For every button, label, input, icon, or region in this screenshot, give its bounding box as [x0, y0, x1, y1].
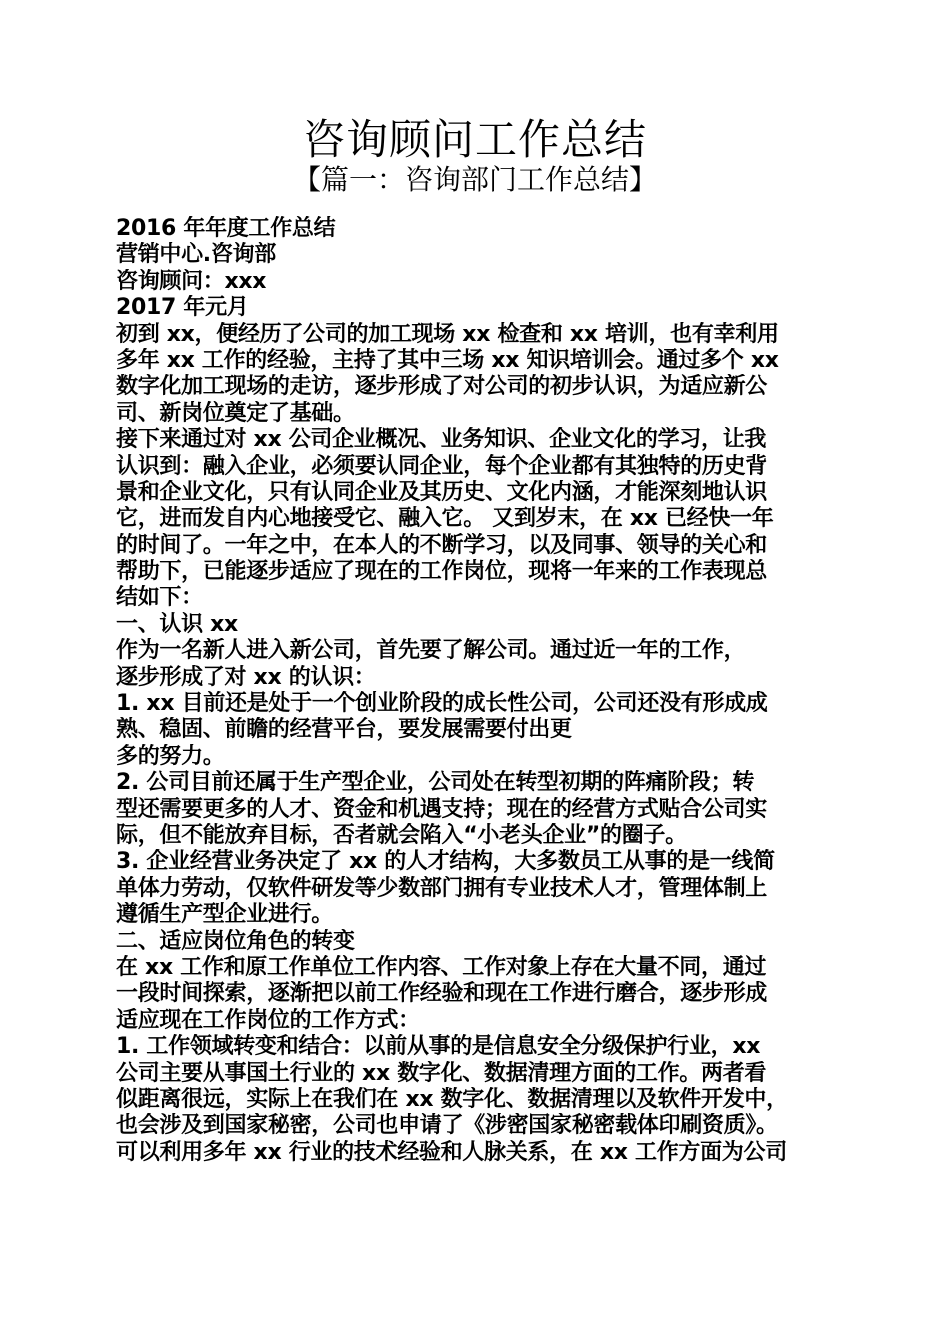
body-line: 2017 年元月 — [116, 295, 249, 321]
body-line: 一、认识 xx — [116, 611, 238, 637]
body-line: 也会涉及到国家秘密，公司也申请了《涉密国家秘密载体印刷资质》。 — [116, 1113, 778, 1139]
body-line: 在 xx 工作和原工作单位工作内容、工作对象上存在大量不同，通过 — [116, 954, 767, 980]
body-line: 结如下： — [116, 585, 203, 611]
body-line: 多年 xx 工作的经验，主持了其中三场 xx 知识培训会。通过多个 xx — [116, 347, 779, 373]
body-line: 单体力劳动，仅软件研发等少数部门拥有专业技术人才，管理体制上 — [116, 875, 768, 901]
body-line: 一段时间探索，逐渐把以前工作经验和现在工作进行磨合，逐步形成 — [116, 981, 768, 1007]
body-line: 可以利用多年 xx 行业的技术经验和人脉关系，在 xx 工作方面为公司 — [116, 1139, 787, 1165]
body-line: 初到 xx，便经历了公司的加工现场 xx 检查和 xx 培训，也有幸利用 — [116, 321, 779, 347]
body-line: 帮助下，已能逐步适应了现在的工作岗位，现将一年来的工作表现总 — [116, 559, 768, 585]
body-line: 3. 企业经营业务决定了 xx 的人才结构，大多数员工从事的是一线简 — [116, 849, 775, 875]
body-line: 际，但不能放弃目标，否者就会陷入“小老头企业”的圈子。 — [116, 822, 687, 848]
body-line: 认识到：融入企业，必须要认同企业，每个企业都有其独特的历史背 — [116, 453, 768, 479]
body-line: 多的努力。 — [116, 743, 225, 769]
body-line: 熟、稳固、前瞻的经营平台，要发展需要付出更 — [116, 717, 572, 743]
body-line: 的时间了。一年之中，在本人的不断学习，以及同事、领导的关心和 — [116, 532, 768, 558]
body-line: 适应现在工作岗位的工作方式： — [116, 1007, 420, 1033]
body-line: 司、新岗位奠定了基础。 — [116, 400, 355, 426]
body-line: 2016 年年度工作总结 — [116, 216, 336, 241]
body-line: 咨询顾问：xxx — [116, 268, 267, 294]
body-line: 型还需要更多的人才、资金和机遇支持；现在的经营方式贴合公司实 — [116, 796, 768, 822]
body-line: 营销中心.咨询部 — [116, 242, 276, 268]
body-line: 数字化加工现场的走访，逐步形成了对公司的初步认识，为适应新公 — [116, 374, 768, 400]
body-line: 1. xx 目前还是处于一个创业阶段的成长性公司，公司还没有形成成 — [116, 691, 768, 717]
body-line: 似距离很远，实际上在我们在 xx 数字化、数据清理以及软件开发中， — [116, 1086, 788, 1112]
body-line: 它，进而发自内心地接受它、融入它。 又到岁末，在 xx 已经快一年 — [116, 506, 774, 532]
body-line: 作为一名新人进入新公司，首先要了解公司。通过近一年的工作， — [116, 638, 746, 664]
body-line: 1. 工作领域转变和结合：以前从事的是信息安全分级保护行业，xx — [116, 1034, 761, 1060]
body-line: 遵循生产型企业进行。 — [116, 902, 334, 928]
document-body — [116, 216, 838, 1166]
body-line: 逐步形成了对 xx 的认识： — [116, 664, 376, 690]
document-title: 咨询顾问工作总结 — [302, 115, 647, 164]
body-line: 景和企业文化，只有认同企业及其历史、文化内涵，才能深刻地认识 — [116, 479, 768, 505]
body-line: 公司主要从事国土行业的 xx 数字化、数据清理方面的工作。两者看 — [116, 1060, 767, 1086]
body-line: 二、适应岗位角色的转变 — [116, 928, 355, 954]
body-line: 2. 公司目前还属于生产型企业，公司处在转型初期的阵痛阶段；转 — [116, 770, 755, 796]
body-line: 接下来通过对 xx 公司企业概况、业务知识、企业文化的学习，让我 — [116, 427, 767, 453]
document-subtitle: 【篇一：咨询部门工作总结】 — [292, 163, 657, 196]
